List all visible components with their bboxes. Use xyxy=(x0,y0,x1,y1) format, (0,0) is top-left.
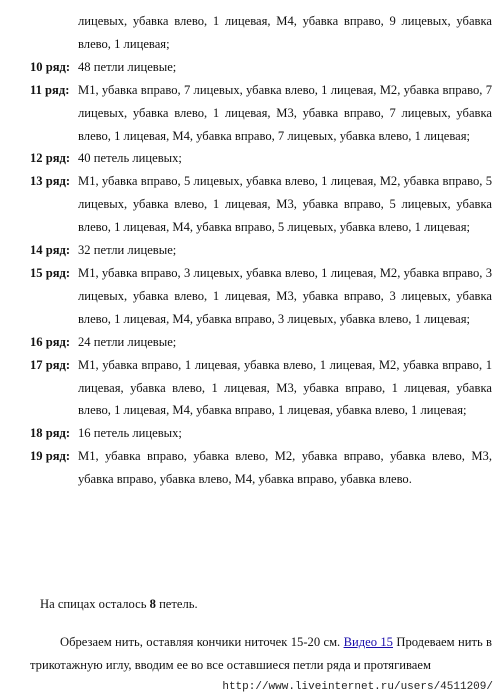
row-label: 11 ряд: xyxy=(30,82,70,97)
row-text: М1, убавка вправо, 7 лицевых, убавка влево, 1 лицевая, М2, убавка вправо, 7 лицевых, убавка влево, 1 лицевая, М3, убавка вправо, 7 лицевых, убавка влево, 1 лицевая, М4, убавка вправо, 7 лицевых, убавка влево, 1 лицевая; xyxy=(78,82,492,143)
row-instruction xyxy=(30,56,492,79)
row-label: 17 ряд: xyxy=(30,357,71,372)
row-label: 15 ряд: xyxy=(30,265,71,280)
row-text: 32 петли лицевые; xyxy=(78,243,177,258)
row-label: 12 ряд: xyxy=(30,151,71,166)
row-instruction xyxy=(30,354,492,423)
remaining-stitches-note xyxy=(40,597,198,612)
remaining-count: 8 xyxy=(149,597,156,611)
row-text: 40 петель лицевых; xyxy=(78,151,182,166)
row-text: М1, убавка вправо, убавка влево, М2, убавка вправо, убавка влево, М3, убавка вправо, убавка влево, М4, убавка вправо, убавка влево. xyxy=(78,449,492,487)
closing-text-before-link: Обрезаем нить, оставляя кончики ниточек 15-20 см. xyxy=(60,635,344,649)
row-list xyxy=(30,56,492,491)
row-instruction xyxy=(30,445,492,491)
row-label: 19 ряд: xyxy=(30,449,71,464)
row-instruction xyxy=(30,79,492,148)
row-label: 10 ряд: xyxy=(30,59,71,74)
row-instruction xyxy=(30,331,492,354)
row-label: 16 ряд: xyxy=(30,334,71,349)
row-instruction xyxy=(30,422,492,445)
row-text: М1, убавка вправо, 1 лицевая, убавка влево, 1 лицевая, М2, убавка вправо, 1 лицевая, убавка влево, 1 лицевая, М3, убавка вправо, 1 лицевая, убавка влево, 1 лицевая, М4, убавка вправо, 1 лицевая, убавка влево, 1 лицевая; xyxy=(78,357,492,418)
row-instructions xyxy=(30,10,492,491)
row-text: 24 петли лицевые; xyxy=(78,334,177,349)
row-label: 14 ряд: xyxy=(30,243,71,258)
row-instruction xyxy=(30,262,492,331)
remaining-suffix: петель. xyxy=(155,597,198,611)
row-text: М1, убавка вправо, 5 лицевых, убавка влево, 1 лицевая, М2, убавка вправо, 5 лицевых, убавка влево, 1 лицевая, М3, убавка вправо, 5 лицевых, убавка влево, 1 лицевая, М4, убавка вправо, 5 лицевых, убавка влево, 1 лицевая; xyxy=(78,174,492,235)
row-text: 16 петель лицевых; xyxy=(78,426,182,441)
row-instruction xyxy=(30,147,492,170)
closing-paragraph xyxy=(30,631,492,677)
row-continuation: лицевых, убавка влево, 1 лицевая, М4, убавка вправо, 9 лицевых, убавка влево, 1 лицевая; xyxy=(78,14,492,51)
row-text: М1, убавка вправо, 3 лицевых, убавка влево, 1 лицевая, М2, убавка вправо, 3 лицевых, убавка влево, 1 лицевая, М3, убавка вправо, 3 лицевых, убавка влево, 1 лицевая, М4, убавка вправо, 3 лицевых, убавка влево, 1 лицевая; xyxy=(78,265,492,326)
row-text: 48 петли лицевые; xyxy=(78,59,177,74)
source-url-watermark: http://www.liveinternet.ru/users/4511209/ xyxy=(222,681,493,693)
row-instruction xyxy=(30,170,492,239)
row-label: 18 ряд: xyxy=(30,426,71,441)
video-link[interactable]: Видео 15 xyxy=(343,635,393,649)
remaining-prefix: На спицах осталось xyxy=(40,597,150,611)
row-instruction xyxy=(30,239,492,262)
row-label: 13 ряд: xyxy=(30,174,71,189)
closing-text-after-link: Продеваем нить в трикотажную иглу, вводим ее во все оставшиеся петли ряда и протягиваем xyxy=(30,635,493,672)
